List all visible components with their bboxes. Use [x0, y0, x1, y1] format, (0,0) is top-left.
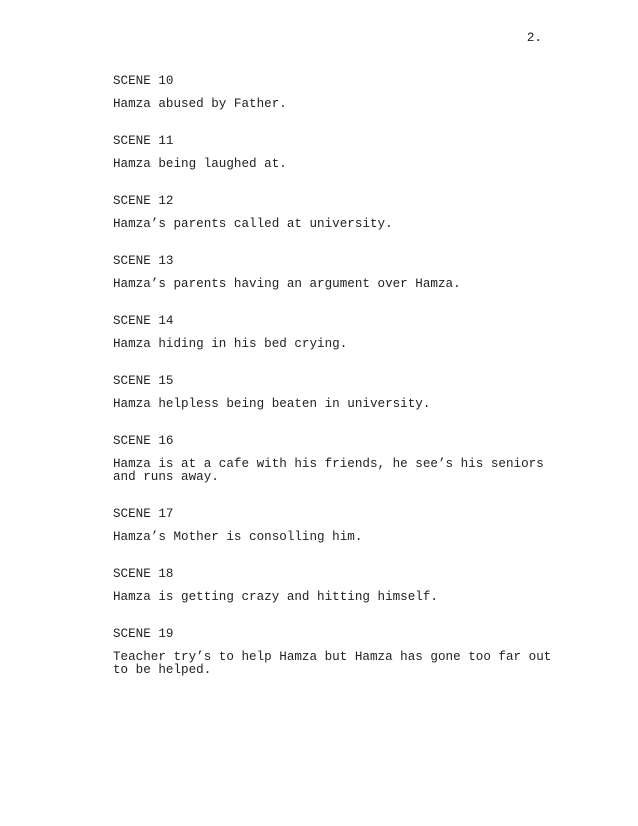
scene-block — [113, 74, 553, 111]
scene-description: Hamza’s parents called at university. — [113, 217, 393, 231]
scene-description: Hamza abused by Father. — [113, 97, 287, 111]
scene-description: Teacher try’s to help Hamza but Hamza has gone too far out to be helped. — [113, 650, 552, 677]
scene-description: Hamza is getting crazy and hitting himself. — [113, 590, 438, 604]
scene-block — [113, 627, 553, 677]
scene-heading: SCENE 12 — [113, 194, 174, 208]
scene-block — [113, 374, 553, 411]
scene-heading: SCENE 13 — [113, 254, 174, 268]
scene-description: Hamza’s parents having an argument over Hamza. — [113, 277, 461, 291]
scene-block — [113, 434, 553, 484]
scene-heading: SCENE 14 — [113, 314, 174, 328]
scene-block — [113, 567, 553, 604]
scene-block — [113, 194, 553, 231]
scene-heading: SCENE 16 — [113, 434, 174, 448]
scene-heading: SCENE 10 — [113, 74, 174, 88]
page-number: 2. — [526, 31, 542, 45]
scene-description: Hamza hiding in his bed crying. — [113, 337, 348, 351]
scene-block — [113, 134, 553, 171]
scene-description: Hamza helpless being beaten in university. — [113, 397, 431, 411]
scene-description: Hamza is at a cafe with his friends, he see’s his seniors and runs away. — [113, 457, 544, 484]
scene-block — [113, 314, 553, 351]
scene-heading: SCENE 17 — [113, 507, 174, 521]
scene-block — [113, 507, 553, 544]
scene-description: Hamza’s Mother is consolling him. — [113, 530, 363, 544]
scene-description: Hamza being laughed at. — [113, 157, 287, 171]
script-body — [113, 74, 553, 700]
scene-block — [113, 254, 553, 291]
scene-heading: SCENE 19 — [113, 627, 174, 641]
scene-heading: SCENE 11 — [113, 134, 174, 148]
scene-heading: SCENE 18 — [113, 567, 174, 581]
scene-heading: SCENE 15 — [113, 374, 174, 388]
